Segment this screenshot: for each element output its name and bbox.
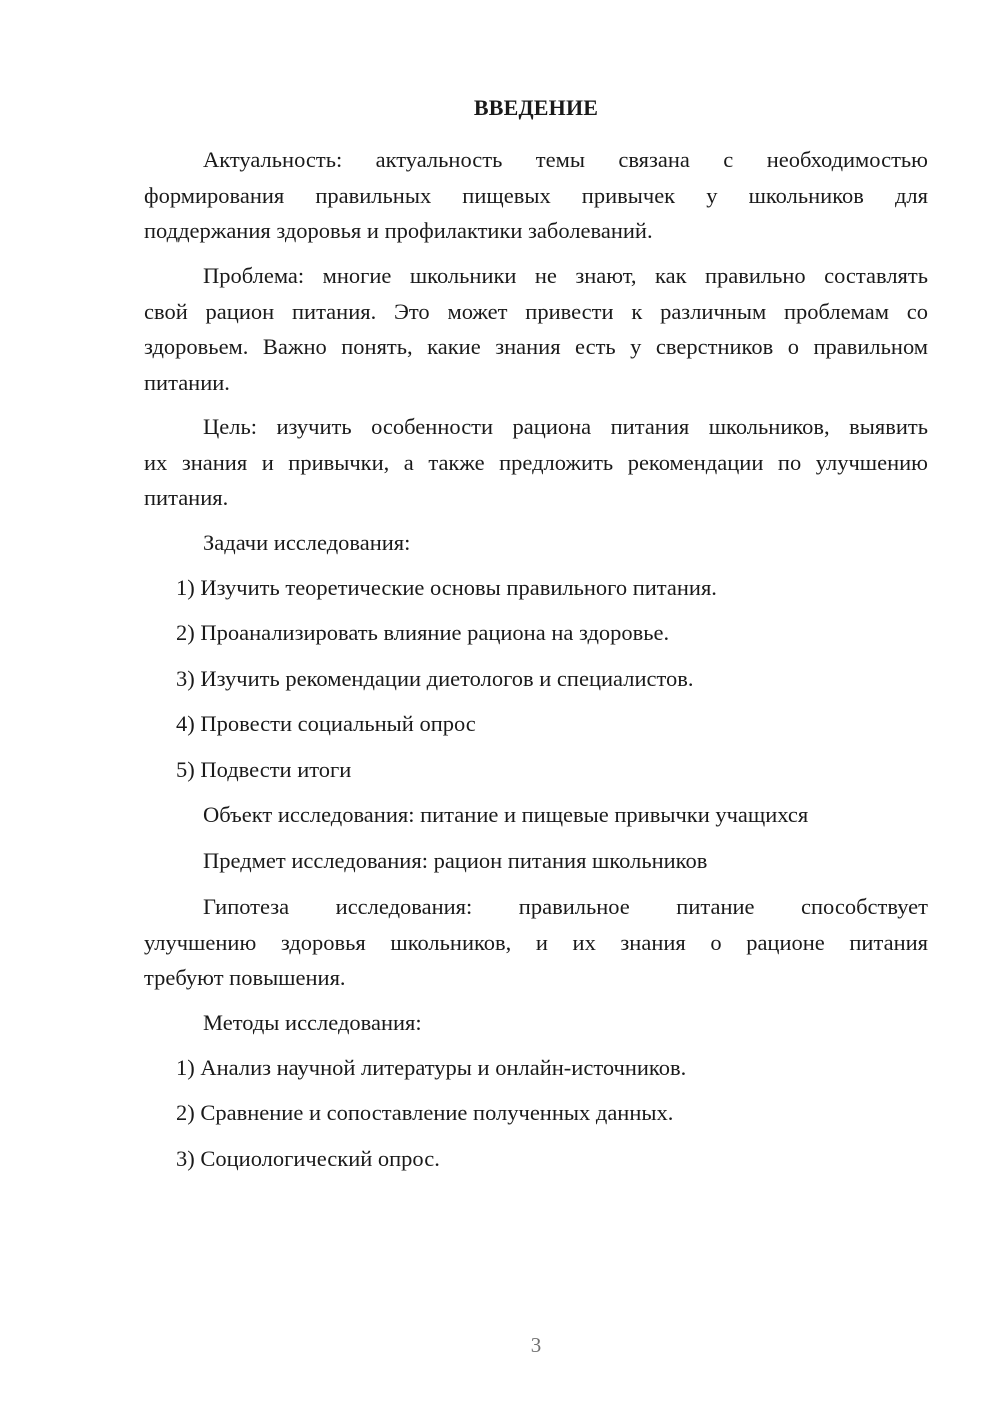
research-object: Объект исследования: питание и пищевые привычки учащихся	[203, 802, 809, 827]
task-item: 2) Проанализировать влияние рациона на здоровье.	[176, 620, 670, 645]
goal-paragraph	[144, 409, 928, 516]
page-number: 3	[530, 1333, 542, 1357]
task-item: 3) Изучить рекомендации диетологов и специалистов.	[176, 666, 694, 691]
paragraph-line: питания.	[144, 485, 229, 510]
paragraph-line: их знания и привычки, а также предложить рекомендации по улучшению	[144, 449, 928, 475]
method-item: 3) Социологический опрос.	[176, 1146, 440, 1171]
paragraph-line: здоровьем. Важно понять, какие знания есть у сверстников о правильном	[144, 334, 928, 359]
paragraph-line: питании.	[144, 369, 230, 395]
method-item: 1) Анализ научной литературы и онлайн-источников.	[176, 1055, 687, 1080]
paragraph-line: Гипотеза исследования: правильное питание способствует	[203, 894, 928, 919]
methods-heading: Методы исследования:	[203, 1010, 422, 1035]
relevance-paragraph	[144, 142, 928, 249]
paragraph-line: Актуальность: актуальность темы связана с необходимостью	[203, 147, 928, 172]
paragraph-line: улучшению здоровья школьников, и их знания о рационе питания	[144, 929, 928, 955]
paragraph-line: требуют повышения.	[144, 965, 346, 990]
paragraph-line: поддержания здоровья и профилактики заболеваний.	[144, 218, 653, 243]
task-item: 1) Изучить теоретические основы правильного питания.	[176, 575, 717, 600]
task-item: 4) Провести социальный опрос	[176, 711, 476, 736]
paragraph-line: Цель: изучить особенности рациона питания школьников, выявить	[203, 414, 928, 439]
paragraph-line: свой рацион питания. Это может привести к различным проблемам со	[144, 298, 928, 324]
tasks-heading: Задачи исследования:	[203, 530, 411, 555]
hypothesis-paragraph	[144, 889, 928, 996]
paragraph-line: формирования правильных пищевых привычек у школьников для	[144, 182, 928, 208]
task-item: 5) Подвести итоги	[176, 757, 352, 782]
method-item: 2) Сравнение и сопоставление полученных данных.	[176, 1100, 674, 1125]
section-title: ВВЕДЕНИЕ	[473, 95, 599, 120]
problem-paragraph	[144, 258, 928, 400]
paragraph-line: Проблема: многие школьники не знают, как правильно составлять	[203, 263, 928, 288]
research-subject: Предмет исследования: рацион питания школьников	[203, 848, 708, 873]
